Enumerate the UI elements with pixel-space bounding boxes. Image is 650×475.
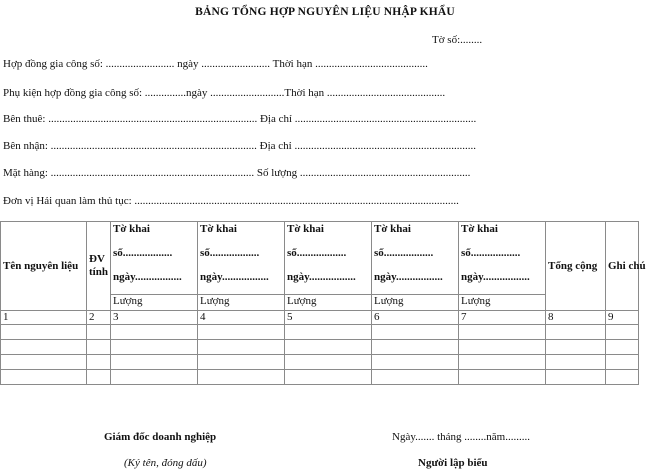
header-declaration-4 <box>372 222 459 295</box>
sheet-number: Tờ số:........ <box>432 34 483 46</box>
table-row <box>1 370 639 385</box>
quantity-header-2: Lượng <box>198 295 285 311</box>
declaration-label: Tờ khai <box>113 223 150 235</box>
column-number: 6 <box>372 311 459 325</box>
field-goods: Mặt hàng: .......................................................................... Số lượng .............................................................. <box>3 167 471 179</box>
header-declaration-5 <box>459 222 546 295</box>
table-row <box>1 325 639 340</box>
field-receiver: Bên nhận: ........................................................................... Địa chỉ .................................................................. <box>3 140 476 152</box>
document-title: BẢNG TỔNG HỢP NGUYÊN LIỆU NHẬP KHẨU <box>195 6 455 18</box>
declaration-number: số.................. <box>287 247 347 259</box>
declaration-date: ngày................. <box>374 271 443 283</box>
table-row <box>1 355 639 370</box>
column-number: 9 <box>606 311 639 325</box>
header-declaration-1 <box>111 222 198 295</box>
date-line: Ngày....... tháng ........năm......... <box>392 431 530 443</box>
declaration-label: Tờ khai <box>287 223 324 235</box>
column-number-row <box>1 311 639 325</box>
declaration-date: ngày................. <box>287 271 356 283</box>
header-note: Ghi chú <box>606 222 639 311</box>
column-number: 5 <box>285 311 372 325</box>
header-total: Tổng cộng <box>546 222 606 311</box>
declaration-date: ngày................. <box>113 271 182 283</box>
director-signature-title: Giám đốc doanh nghiệp <box>104 431 217 443</box>
header-declaration-2 <box>198 222 285 295</box>
director-signature-note: (Ký tên, đóng dấu) <box>124 457 207 469</box>
header-unit: ĐV tính <box>87 222 111 311</box>
column-number: 7 <box>459 311 546 325</box>
preparer-signature-title: Người lập biểu <box>418 457 488 469</box>
declaration-number: số.................. <box>374 247 434 259</box>
header-declaration-3 <box>285 222 372 295</box>
field-appendix: Phụ kiện hợp đồng gia công số: ...............ngày ...........................Thời hạn ........................................... <box>3 87 446 99</box>
declaration-label: Tờ khai <box>200 223 237 235</box>
header-material-name: Tên nguyên liệu <box>1 222 87 311</box>
declaration-number: số.................. <box>113 247 173 259</box>
declaration-number: số.................. <box>200 247 260 259</box>
column-number: 3 <box>111 311 198 325</box>
table-row <box>1 340 639 355</box>
column-number: 8 <box>546 311 606 325</box>
field-hirer: Bên thuê: ............................................................................ Địa chỉ .................................................................. <box>3 113 477 125</box>
declaration-number: số.................. <box>461 247 521 259</box>
declaration-date: ngày................. <box>461 271 530 283</box>
material-summary-table <box>0 221 646 385</box>
quantity-header-3: Lượng <box>285 295 372 311</box>
declaration-label: Tờ khai <box>374 223 411 235</box>
column-number: 4 <box>198 311 285 325</box>
declaration-date: ngày................. <box>200 271 269 283</box>
quantity-header-5: Lượng <box>459 295 546 311</box>
quantity-header-4: Lượng <box>372 295 459 311</box>
column-number: 2 <box>87 311 111 325</box>
declaration-label: Tờ khai <box>461 223 498 235</box>
column-number: 1 <box>1 311 87 325</box>
field-contract: Hợp đồng gia công số: ......................... ngày ......................... Thời hạn ......................................... <box>3 58 428 70</box>
quantity-header-1: Lượng <box>111 295 198 311</box>
field-customs: Đơn vị Hải quan làm thủ tục: ...................................................................................................................... <box>3 195 459 207</box>
